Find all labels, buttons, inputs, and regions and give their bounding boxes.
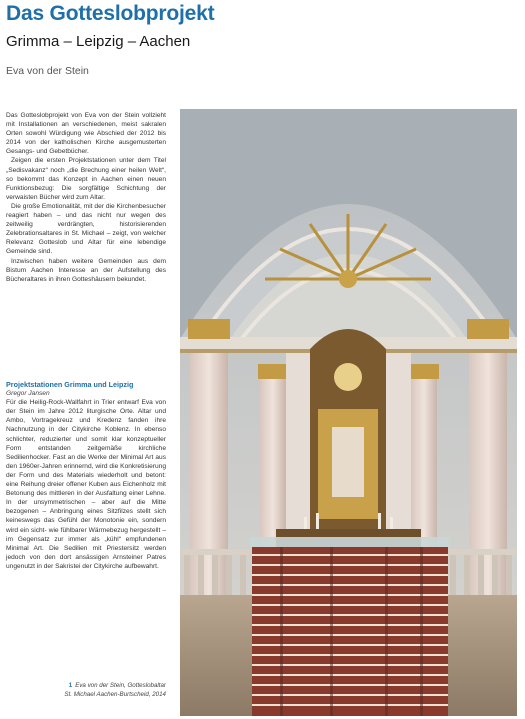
intro-paragraph-1: Das Gotteslobprojekt von Eva von der Stein vollzieht mit Installationen an verschiedenen, meist sakralen Orten sowohl Würdigung wie Abschied der 2012 bis 2014 von der katholischen Kirche ausgemusterten Gesangs- und Gebetbücher.: [6, 112, 166, 156]
intro-paragraph-3: Die große Emotionalität, mit der die Kirchenbesucher reagiert haben – und das nicht nur wegen des zeitweilig verdrängten, historisierenden Zelebrationsaltares in St. Michael – zeigt, von welcher Relevanz Gotteslob und Altar für eine lebendige Gemeinde sind.: [6, 202, 166, 256]
intro-paragraph-2: Zeigen die ersten Projektstationen unter dem Titel „Sedisvakanz“ noch „die Brechung einer heilen Welt“, so bekommt das Konzept in Aachen einen neuen Funktionsbezug: Die sorgfältige Schichtung der verwaisten Bücher wird zum Altar.: [6, 157, 166, 201]
caption-line-1: Eva von der Stein, Gotteslobaltar: [75, 682, 166, 689]
photo-caption: [6, 681, 166, 699]
intro-column: [6, 111, 166, 284]
section-heading: Projektstationen Grimma und Leipzig: [6, 380, 134, 389]
section-author: Gregor Jansen: [6, 390, 50, 398]
intro-paragraph-4: Inzwischen haben weitere Gemeinden aus dem Bistum Aachen Interesse an der Aufstellung des Bücheraltares in ihren Gotteshäusern bekundet.: [6, 257, 166, 283]
church-altar-photo: [180, 109, 517, 716]
caption-number: 1: [68, 682, 73, 689]
church-interior-illustration: [180, 109, 517, 716]
section-text: Für die Heilig-Rock-Wallfahrt in Trier entwarf Eva von der Stein im Jahre 2012 liturgische Orte. Altar und Ambo, Vortragekreuz und Kredenz fanden ihre Nachnutzung in der Citykirche Koblenz. In ebenso schlichter, reduzierter und somit klar konzeptueller Form entstanden zeitgemäße kirchliche Sedilienhocker. Fast an die Werke der Minimal Art aus den 1960er-Jahren erinnernd, wird die Konkretisierung der Form und des Materials wiederholt und betont: eine Reihung dreier offener Kuben aus Eichenholz mit Betonung des mittleren in der Ausfaltung einer Lehne. In der unsymmetrischen – aber auf die Mitte bezogenen – Anbringung eines Sitzfilzes stellt sich keineswegs das Gefühl der Monotonie ein, sondern wird ein sicht- wie fühlbarer Wärmebezug hergestellt – im Gegensatz zur immer als „kühl“ empfundenen Minimal Art. Die Sedilien mit Priestersitz werden jedoch von den dort ansässigen Arnsteiner Patres ungenutzt in der Sakristei der Citykirche aufbewahrt.: [6, 399, 166, 570]
section-column: [6, 380, 166, 571]
caption-line-2: St. Michael Aachen-Burtscheid, 2014: [64, 691, 166, 698]
article-subtitle: Grimma – Leipzig – Aachen: [6, 33, 191, 50]
article-title: Das Gotteslobprojekt: [6, 2, 215, 25]
article-author: Eva von der Stein: [6, 65, 89, 77]
